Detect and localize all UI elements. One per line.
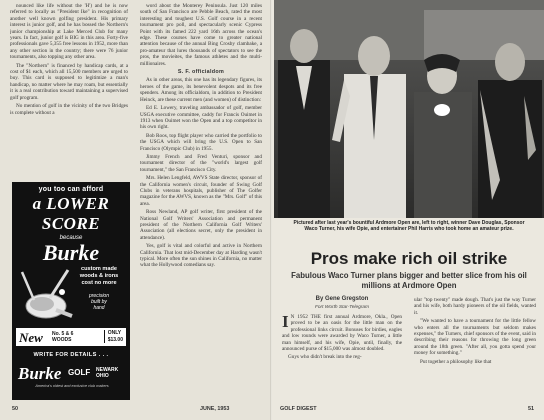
ad-new-woods-banner [16, 328, 126, 346]
feature-line: cost no more [81, 280, 117, 286]
ad-brand-logo: Burke [42, 240, 100, 265]
price [104, 330, 123, 343]
byline: By Gene Gregston [315, 296, 369, 302]
section-subhead: S. F. officialdom [177, 69, 225, 76]
feature-line: woods & irons [79, 273, 119, 279]
right-column-1 [282, 314, 402, 404]
right-column-2 [414, 297, 536, 405]
article-headline: Pros make rich oil strike [310, 249, 508, 268]
footer-location-line: OHIO [96, 373, 109, 379]
footer-location-line: NEWARK [96, 367, 119, 373]
paragraph: Mrs. Helen Lengfeld, AWVS State director, sponsor of the California women's circuit, founder of Swing Golf Clubs in veterans hospitals, publisher of The Golfer magazine for the AWVS, known as the "Mrs. Golf" of this area. [140, 175, 262, 207]
ad-footer-logo [16, 362, 126, 392]
photo-caption: Pictured after last year's bountiful Ardmore Open are, left to right, winner Dave Douglas, Sponsor Waco Turner, his wife Opie, and entertainer Phil Harris who took home an amateur prize. [293, 220, 525, 233]
footer-tagline: America's oldest and exclusive club makers [35, 384, 109, 388]
paragraph: Put together a philosophy like that [420, 358, 492, 365]
feature-line: custom made [80, 266, 118, 272]
feature-line: built by [91, 299, 107, 305]
feature-line: precision [88, 293, 109, 299]
new-detail-line: No. 5 & 6 [52, 331, 74, 337]
page-number-left: 50 [12, 406, 18, 412]
ad-top-line: you too can afford [38, 186, 104, 193]
paragraph: Ed E. Lowery, traveling ambassador of golf, member USGA executive committee, caddy for Francis Ouimet in 1913 when Ouimet won the Open and a top competitor in his own right. [140, 105, 262, 131]
left-column-1 [10, 3, 128, 181]
price-line: $13.00 [107, 336, 123, 343]
article-deck: Fabulous Waco Turner plans bigger and better slice from his oil millions at Ardmore Open [291, 271, 527, 290]
paragraph: Ross Newland, AP golf writer, first president of the National Golf Writers' Association and permanent president of the Northern California Golf Writers' Association (all elections secret, only the president in attendance). [140, 209, 262, 241]
page-number-right: 51 [528, 406, 534, 412]
paragraph: ular "top twenty" made dough. That's just the way Turner and his wife, both hardy pioneers of the oil fields, wanted it. [414, 297, 536, 316]
ad-headline: a LOWER SCORE [32, 194, 110, 233]
feature-block-2 [72, 293, 126, 311]
drop-cap: I [282, 312, 289, 331]
lead-text: N 1952 THE first annual Ardmore, Okla., Open proved to be an oasis for the little man on the professional links circuit. Bonuses for birdies, eagles and low rounds were awarded by Waco Turner, a little man himself, and his wife, Opie, until, finally, the announced purse of $15,000 was almost doubled. [282, 314, 402, 353]
paragraph: No mention of golf in the vicinity of the two Bridges is complete without a [10, 103, 128, 116]
footer-brand: Burke [18, 364, 62, 383]
new-word: New [19, 330, 43, 345]
paragraph: The "Northern" is financed by handicap cards, at a cost of $1 each, which all 15,500 members are urged to buy. This card is supposed to legitimize a man's handicap, no matter where he may roam, but essentially it is a real contribution toward maintaining a supervised golf program. [10, 62, 128, 101]
ad-because: because [59, 235, 83, 241]
paragraph: Guys who didn't break into the reg- [288, 354, 362, 361]
paragraph: Yes, golf is vital and colorful and active in Northern California. That lost mid-December day at Harding wasn't typical. More often the sun shines in California, no matter what the Hollywood comedians say. [140, 243, 262, 269]
golf-clubs-illustration [16, 266, 76, 322]
paragraph: word about the Monterey Peninsula. Just 120 miles south of San Francisco are Pebble Beach, rated the most interesting and toughest U.S. Golf course in a recent tournament pro poll, and spectacularly scenic Cypress Point with its famed 222 yard 16th across the ocean's edge. These courses have come to greater national attention because of the annual Bing Crosby clambake, a pro-amateur that lures thousands of spectators to see the pros, the movieites, the famous athletes and the multi-millionaires. [140, 3, 262, 67]
footer-location [96, 367, 118, 379]
paragraph: nounced like life without the 'H') and he is now referred to locally as "President Ike" in recognition of another well known golfing president. His primary interest is junior golf, and he has bossed the Northern's junior championship at Lake Merced Club for many years. In fact, junior golf is BIG in this area. Forty-five professionals gave 5,355 free lessons in 1952, more than any other section in the country; there were 76 junior tournaments, also topping any other area. [10, 3, 128, 61]
new-detail [52, 331, 73, 343]
feature-line: hand [93, 305, 105, 311]
right-page [272, 0, 544, 420]
paragraph: Jimmy French and Fred Venturi, sponsor and tournament director of the "world's largest golf tournament," the San Francisco City. [140, 153, 262, 173]
issue-date: JUNE, 1953 [200, 406, 230, 412]
group-photo [274, 0, 544, 218]
paragraph: "We wanted to have a tournament for the little fellow who enters all the tournaments but seldom makes expenses," the Turners, chief sponsors of the event, said in describing their reasons for throwing the long green around the 18th green. "After all, you gotta spend your money for something." [414, 318, 536, 357]
paragraph: Bob Roos, top flight player who carried the portfolio to the USGA which will bring the U.S. Open to San Francisco (Olympic Club) in 1955. [140, 132, 262, 152]
byline-affiliation: Fort Worth Star-Telegram [314, 305, 370, 310]
magazine-name: GOLF DIGEST [280, 406, 317, 412]
ad-features [72, 266, 126, 311]
new-detail-line: WOODS [52, 337, 72, 343]
price-line: ONLY [107, 330, 122, 336]
left-column-2 [140, 3, 262, 407]
ad-write-for-details: WRITE FOR DETAILS . . . [33, 352, 109, 358]
burke-advertisement [12, 182, 130, 400]
footer-golf: GOLF [68, 368, 91, 377]
paragraph: As in other areas, this one has its legendary figures, its heroes of the game, its benevolent despots and its free spenders. Among its officialdom, in addition to President Heinck, are these current men (and women) of distinction: [140, 77, 262, 103]
paragraph-lead [282, 314, 402, 352]
